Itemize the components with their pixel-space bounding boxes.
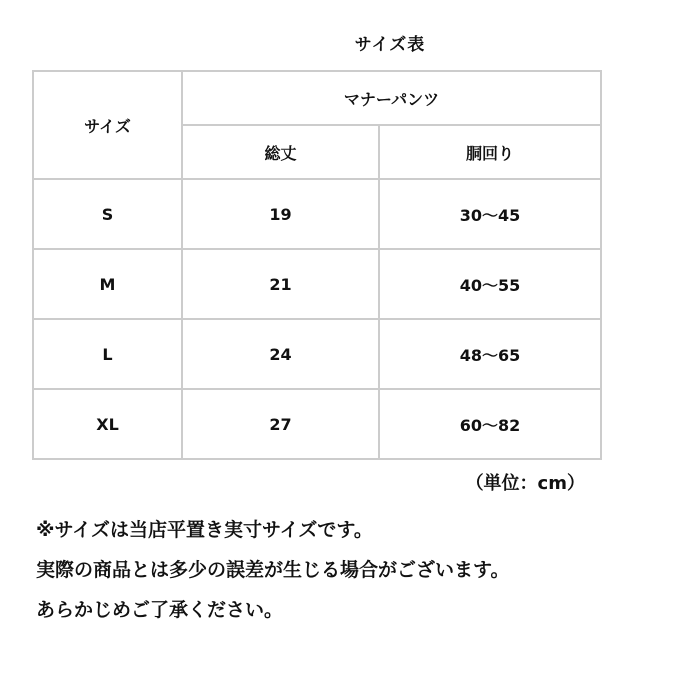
- note-line: あらかじめご了承ください。: [36, 599, 284, 621]
- table-header-row: [33, 71, 601, 125]
- size-chart-title: サイズ表: [354, 35, 426, 55]
- note-line: 実際の商品とは多少の誤差が生じる場合がございます。: [36, 559, 510, 581]
- waist-cell: 60〜82: [379, 389, 601, 459]
- table-row: [33, 249, 601, 319]
- size-cell: L: [33, 319, 182, 389]
- size-cell: S: [33, 179, 182, 249]
- length-cell: 24: [182, 319, 379, 389]
- table-row: [33, 389, 601, 459]
- size-column-header: サイズ: [33, 71, 182, 179]
- notes-block: [36, 510, 686, 630]
- length-column-header: 総丈: [182, 125, 379, 179]
- waist-column-header: 胴回り: [379, 125, 601, 179]
- waist-cell: 30〜45: [379, 179, 601, 249]
- length-cell: 19: [182, 179, 379, 249]
- size-table: [32, 70, 602, 460]
- product-group-header: マナーパンツ: [182, 71, 601, 125]
- waist-cell: 40〜55: [379, 249, 601, 319]
- size-cell: M: [33, 249, 182, 319]
- waist-cell: 48〜65: [379, 319, 601, 389]
- table-row: [33, 319, 601, 389]
- table-row: [33, 179, 601, 249]
- length-cell: 21: [182, 249, 379, 319]
- length-cell: 27: [182, 389, 379, 459]
- unit-note: （単位：cm）: [465, 473, 585, 494]
- note-line: ※サイズは当店平置き実寸サイズです。: [36, 519, 373, 541]
- size-cell: XL: [33, 389, 182, 459]
